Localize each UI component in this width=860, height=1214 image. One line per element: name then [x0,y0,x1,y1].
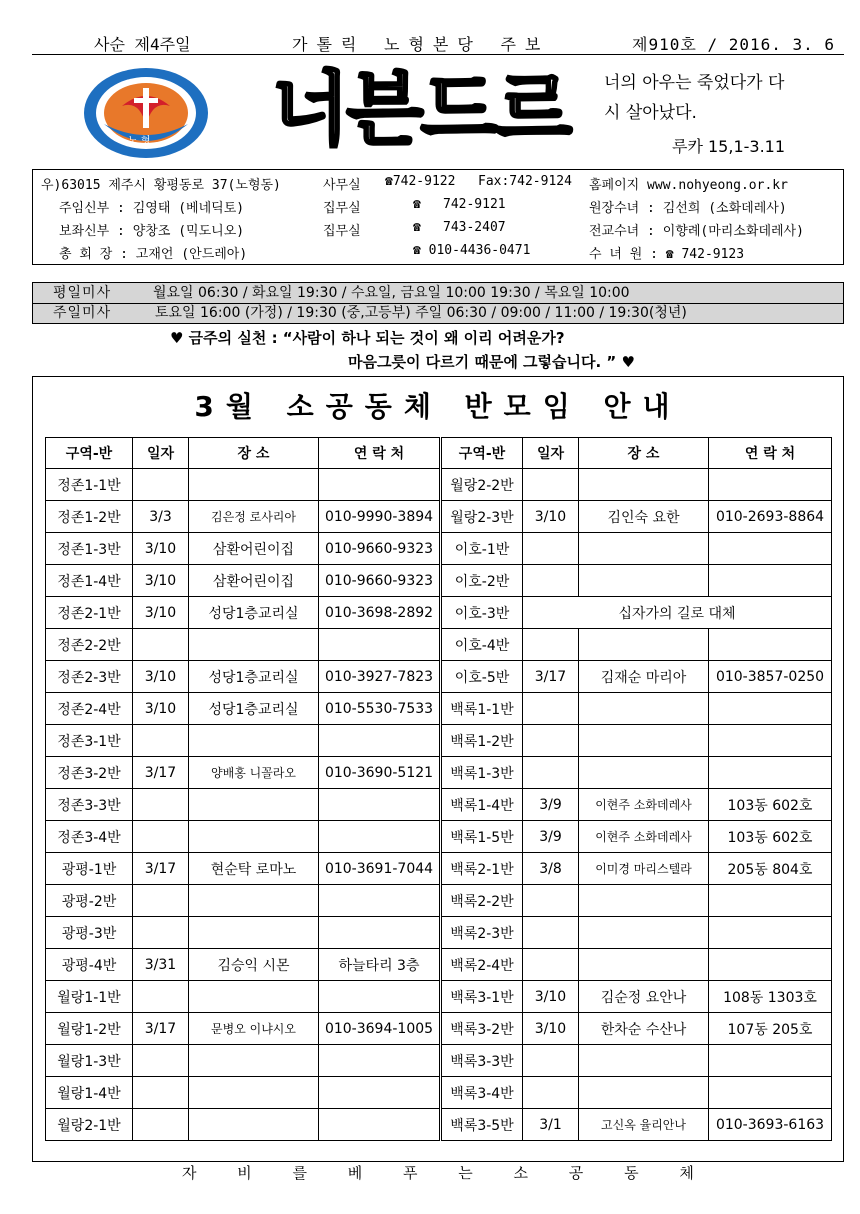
date-cell: 3/10 [523,501,579,533]
date-cell [523,917,579,949]
place-cell [579,725,709,757]
district-cell: 정존3-4반 [46,821,133,853]
date-cell: 3/9 [523,821,579,853]
date-cell [133,1045,189,1077]
district-cell: 월랑1-2반 [46,1013,133,1045]
contact-cell: 010-3694-1005 [319,1013,441,1045]
date-cell [133,789,189,821]
column-header: 구역-반 [441,438,523,469]
phone-icon: ☎ [413,197,421,212]
contact-cell: 108동 1303호 [709,981,832,1013]
table-row [46,789,832,821]
gospel-verse [604,68,844,128]
contact-cell: 010-2693-8864 [709,501,832,533]
district-cell: 백록1-4반 [441,789,523,821]
date-cell [523,469,579,501]
contact-cell [709,1077,832,1109]
district-cell: 월랑2-1반 [46,1109,133,1141]
place-cell: 성당1층교리실 [189,597,319,629]
place-cell [579,1077,709,1109]
district-cell: 백록3-4반 [441,1077,523,1109]
contact-cell [319,725,441,757]
date-cell: 3/17 [523,661,579,693]
table-row [46,1045,832,1077]
meeting-title: 3월 소공동체 반모임 안내 [194,390,682,423]
table-row [46,949,832,981]
place-cell [579,565,709,597]
meeting-notice [32,376,844,1162]
place-cell [189,469,319,501]
district-cell: 백록3-1반 [441,981,523,1013]
table-row [46,757,832,789]
contact-cell [319,629,441,661]
date-cell [523,533,579,565]
district-cell: 월랑1-1반 [46,981,133,1013]
district-cell: 이호-3반 [441,597,523,629]
head-sister: 원장수녀 : 김선희 (소화데레사) [589,201,787,216]
column-header: 장 소 [189,438,319,469]
contact-cell [709,949,832,981]
place-cell [579,949,709,981]
sunday-mass-row [33,303,843,323]
merged-note-cell: 십자가의 길로 대체 [523,597,832,629]
contact-cell: 010-3927-7823 [319,661,441,693]
place-cell: 양배홍 니꼴라오 [189,757,319,789]
column-header: 연 락 처 [709,438,832,469]
contact-cell [319,821,441,853]
weekday-mass-label: 평일미사 [53,285,112,301]
place-cell: 김인숙 요한 [579,501,709,533]
meeting-table [45,437,832,1141]
date-cell: 3/8 [523,853,579,885]
address: 우)63015 제주시 황평동로 37(노형동) [41,178,281,193]
district-cell: 월랑2-3반 [441,501,523,533]
office-label: 사무실 [323,178,361,193]
district-cell: 이호-4반 [441,629,523,661]
table-row [46,1109,832,1141]
place-cell: 이현주 소화데레사 [579,789,709,821]
place-cell: 고신옥 율리안나 [579,1109,709,1141]
place-cell: 이미경 마리스텔라 [579,853,709,885]
place-cell [189,917,319,949]
place-cell [579,757,709,789]
place-cell: 현순탁 로마노 [189,853,319,885]
table-row [46,885,832,917]
district-cell: 광평-4반 [46,949,133,981]
date-cell [133,821,189,853]
district-cell: 광평-2반 [46,885,133,917]
district-cell: 정존2-1반 [46,597,133,629]
district-cell: 정존3-1반 [46,725,133,757]
place-cell [189,821,319,853]
mission-sister: 전교수녀 : 이향례(마리소화데레사) [589,224,804,239]
district-cell: 백록2-2반 [441,885,523,917]
district-cell: 월랑1-3반 [46,1045,133,1077]
contact-cell: 010-3690-5121 [319,757,441,789]
contact-cell [319,1109,441,1141]
district-cell: 정존2-4반 [46,693,133,725]
assistant-priest: 보좌신부 : 양창조 (믹도니오) [59,224,245,239]
homepage-link[interactable]: 홈페이지 www.nohyeong.or.kr [589,178,788,193]
table-row [46,533,832,565]
place-cell: 성당1층교리실 [189,693,319,725]
footer-slogan: 자 비 를 베 푸 는 소 공 동 체 [182,1164,712,1182]
convent-phone: 수 녀 원 : ☎ 742-9123 [589,247,745,262]
date-cell: 3/1 [523,1109,579,1141]
table-row [46,501,832,533]
date-cell [523,949,579,981]
place-cell [579,693,709,725]
district-cell: 백록1-2반 [441,725,523,757]
contact-cell [709,885,832,917]
weekday-mass-row [33,283,843,304]
district-cell: 백록3-2반 [441,1013,523,1045]
district-cell: 정존3-2반 [46,757,133,789]
district-cell: 백록1-5반 [441,821,523,853]
pastor: 주임신부 : 김영태 (베네딕토) [59,201,245,216]
contact-cell [319,1045,441,1077]
contact-cell: 하늘타리 3층 [319,949,441,981]
place-cell [189,885,319,917]
district-cell: 광평-3반 [46,917,133,949]
date-cell [133,469,189,501]
issue-number-date: 제910호 / 2016. 3. 6 [632,35,836,54]
date-cell [133,1077,189,1109]
place-cell [579,533,709,565]
district-cell: 백록2-1반 [441,853,523,885]
district-cell: 백록1-1반 [441,693,523,725]
place-cell: 김순정 요안나 [579,981,709,1013]
place-cell [189,1109,319,1141]
date-cell [523,725,579,757]
district-cell: 백록2-3반 [441,917,523,949]
contact-cell: 010-3693-6163 [709,1109,832,1141]
date-cell: 3/17 [133,757,189,789]
table-row [46,661,832,693]
pastor-room-label: 집무실 [323,201,361,216]
weekly-practice [170,326,635,374]
place-cell [189,725,319,757]
place-cell [579,917,709,949]
contact-cell [709,629,832,661]
assistant-phone: 743-2407 [443,220,506,235]
date-cell: 3/10 [133,565,189,597]
contact-cell [709,565,832,597]
contact-cell [319,885,441,917]
table-row [46,565,832,597]
place-cell: 한차순 수산나 [579,1013,709,1045]
district-cell: 백록2-4반 [441,949,523,981]
place-cell [579,1045,709,1077]
table-header-row [46,438,832,469]
contact-cell: 010-3698-2892 [319,597,441,629]
date-cell [523,757,579,789]
place-cell: 문병오 이냐시오 [189,1013,319,1045]
parish-bulletin-name: 가톨릭 노형본당 주보 [292,35,550,54]
column-header: 구역-반 [46,438,133,469]
contact-box [32,169,844,265]
date-cell [133,1109,189,1141]
date-cell [523,629,579,661]
date-cell: 3/3 [133,501,189,533]
district-cell: 정존1-4반 [46,565,133,597]
district-cell: 정존2-2반 [46,629,133,661]
district-cell: 정존2-3반 [46,661,133,693]
table-row [46,725,832,757]
date-cell [133,981,189,1013]
table-row [46,469,832,501]
contact-cell [709,533,832,565]
logo-text: 노 형 [128,136,151,147]
masthead-line [32,28,844,54]
district-cell: 백록3-3반 [441,1045,523,1077]
president-phone: ☎ 010-4436-0471 [413,243,531,258]
place-cell: 김은정 로사리아 [189,501,319,533]
sunday-mass-label: 주일미사 [53,305,112,321]
phone-icon: ☎ [413,220,421,235]
contact-cell: 103동 602호 [709,789,832,821]
contact-cell [709,725,832,757]
contact-cell [709,757,832,789]
district-cell: 이호-5반 [441,661,523,693]
contact-cell [319,1077,441,1109]
gospel-verse-line2: 시 살아났다. [604,103,697,123]
place-cell: 김재순 마리아 [579,661,709,693]
place-cell [579,885,709,917]
district-cell: 이호-1반 [441,533,523,565]
pastor-phone: 742-9121 [443,197,506,212]
bulletin-brand: 너븐드르 [272,63,570,156]
contact-cell [709,917,832,949]
district-cell: 정존1-2반 [46,501,133,533]
weekly-practice-line2: 마음그릇이 다르기 때문에 그렇습니다. ” ♥ [348,353,635,371]
date-cell [133,629,189,661]
contact-cell [319,789,441,821]
contact-cell [709,469,832,501]
contact-cell: 205동 804호 [709,853,832,885]
assistant-room-label: 집무실 [323,224,361,239]
date-cell [133,885,189,917]
table-row [46,629,832,661]
place-cell [189,981,319,1013]
district-cell: 백록1-3반 [441,757,523,789]
contact-cell [709,693,832,725]
parish-logo [82,66,210,160]
weekly-practice-line1: ♥ 금주의 실천 : “사람이 하나 되는 것이 왜 이리 어려운가? [170,329,565,347]
date-cell [523,693,579,725]
contact-cell: 010-5530-7533 [319,693,441,725]
date-cell: 3/9 [523,789,579,821]
place-cell [579,469,709,501]
date-cell [133,917,189,949]
place-cell: 삼환어린이집 [189,565,319,597]
liturgical-week: 사순 제4주일 [94,35,191,54]
date-cell: 3/10 [133,693,189,725]
date-cell: 3/10 [523,981,579,1013]
district-cell: 이호-2반 [441,565,523,597]
district-cell: 백록3-5반 [441,1109,523,1141]
place-cell [189,1077,319,1109]
place-cell [189,629,319,661]
date-cell [523,565,579,597]
date-cell [523,1077,579,1109]
office-phone: ☎742-9122 [385,174,456,189]
table-row [46,597,832,629]
contact-cell: 010-9990-3894 [319,501,441,533]
date-cell: 3/10 [133,597,189,629]
contact-cell: 010-3857-0250 [709,661,832,693]
contact-cell: 107동 205호 [709,1013,832,1045]
date-cell [523,1045,579,1077]
sunday-mass-times: 토요일 16:00 (가정) / 19:30 (중,고등부) 주일 06:30 / 09:00 / 11:00 / 19:30(청년) [155,305,687,321]
table-row [46,1013,832,1045]
fax-number: Fax:742-9124 [478,174,572,189]
date-cell: 3/17 [133,853,189,885]
district-cell: 월랑2-2반 [441,469,523,501]
column-header: 연 락 처 [319,438,441,469]
table-row [46,821,832,853]
place-cell [189,1045,319,1077]
table-row [46,981,832,1013]
contact-cell: 010-9660-9323 [319,533,441,565]
place-cell [189,789,319,821]
place-cell: 이현주 소화데레사 [579,821,709,853]
district-cell: 월랑1-4반 [46,1077,133,1109]
weekday-mass-times: 월요일 06:30 / 화요일 19:30 / 수요일, 금요일 10:00 19:30 / 목요일 10:00 [153,285,630,301]
column-header: 일자 [133,438,189,469]
contact-cell [709,1045,832,1077]
contact-cell [319,981,441,1013]
place-cell [579,629,709,661]
date-cell: 3/17 [133,1013,189,1045]
district-cell: 정존1-1반 [46,469,133,501]
column-header: 일자 [523,438,579,469]
district-cell: 광평-1반 [46,853,133,885]
column-header: 장 소 [579,438,709,469]
district-cell: 정존1-3반 [46,533,133,565]
contact-cell [319,917,441,949]
contact-cell: 010-3691-7044 [319,853,441,885]
place-cell: 삼환어린이집 [189,533,319,565]
place-cell: 김승익 시몬 [189,949,319,981]
table-row [46,693,832,725]
mass-schedule [32,282,844,324]
gospel-reference: 루카 15,1-3.11 [672,137,786,156]
date-cell: 3/10 [133,661,189,693]
gospel-verse-line1: 너의 아우는 죽었다가 다 [604,73,785,93]
table-row [46,917,832,949]
place-cell: 성당1층교리실 [189,661,319,693]
date-cell: 3/31 [133,949,189,981]
date-cell [523,885,579,917]
contact-cell [319,469,441,501]
district-cell: 정존3-3반 [46,789,133,821]
table-row [46,853,832,885]
masthead-rule [32,54,844,55]
parish-logo-icon [82,66,210,160]
table-row [46,1077,832,1109]
contact-cell: 010-9660-9323 [319,565,441,597]
date-cell: 3/10 [523,1013,579,1045]
contact-cell: 103동 602호 [709,821,832,853]
date-cell: 3/10 [133,533,189,565]
council-president: 총 회 장 : 고재언 (안드레아) [59,247,248,262]
date-cell [133,725,189,757]
